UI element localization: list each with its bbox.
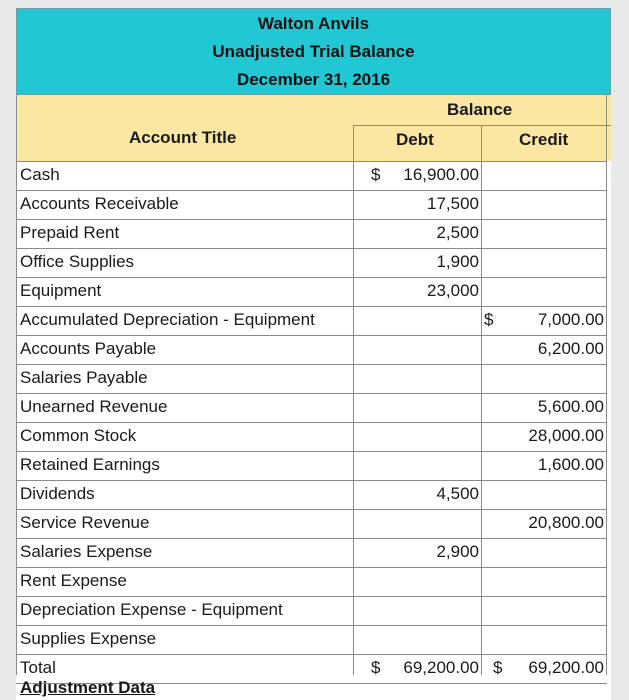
table-row [16, 596, 611, 625]
table-row [16, 161, 611, 190]
row-divider [16, 190, 607, 191]
account-name: Salaries Expense [20, 542, 153, 561]
row-divider [16, 625, 607, 626]
table-row [16, 306, 611, 335]
row-divider [16, 451, 607, 452]
account-name: Unearned Revenue [20, 397, 168, 416]
row-divider [16, 364, 607, 365]
row-divider [16, 654, 607, 655]
debit-value[interactable]: 16,900.00 [403, 165, 479, 184]
table-row [16, 422, 611, 451]
account-name: Cash [20, 165, 60, 184]
table-row [16, 451, 611, 480]
grid-line [606, 95, 607, 675]
account-name: Accounts Receivable [20, 194, 179, 213]
debit-value[interactable]: 17,500 [427, 194, 479, 213]
account-name: Dividends [20, 484, 95, 503]
report-title: Unadjusted Trial Balance [212, 42, 415, 61]
account-name: Common Stock [20, 426, 137, 445]
debit-value[interactable]: 2,500 [436, 223, 479, 242]
account-name: Total [20, 658, 56, 677]
credit-value[interactable]: 1,600.00 [537, 455, 604, 474]
debit-dollar-sign: $ [371, 165, 381, 184]
account-name: Office Supplies [20, 252, 135, 271]
row-divider [16, 567, 607, 568]
row-divider [16, 422, 607, 423]
table-row [16, 625, 611, 654]
debit-value[interactable]: 69,200.00 [403, 658, 479, 677]
credit-value[interactable]: 20,800.00 [528, 513, 604, 532]
row-divider [16, 596, 607, 597]
credit-dollar-sign: $ [493, 658, 503, 677]
credit-value[interactable]: 6,200.00 [537, 339, 604, 358]
row-divider [16, 509, 607, 510]
account-name: Supplies Expense [20, 629, 157, 648]
credit-value[interactable]: 28,000.00 [528, 426, 604, 445]
credit-value[interactable]: 69,200.00 [528, 658, 604, 677]
table-row [16, 567, 611, 596]
account-name: Service Revenue [20, 513, 150, 532]
balance-header: Balance [447, 100, 513, 119]
row-divider [16, 248, 607, 249]
credit-value[interactable]: 5,600.00 [537, 397, 604, 416]
table-row [16, 248, 611, 277]
debit-header: Debt [396, 130, 434, 149]
account-title-header: Account Title [129, 128, 237, 147]
account-name: Retained Earnings [20, 455, 160, 474]
table-row [16, 219, 611, 248]
row-divider [16, 335, 607, 336]
adjustment-data-heading: Adjustment Data [20, 678, 156, 697]
row-divider [16, 306, 607, 307]
row-divider [16, 393, 607, 394]
table-row [16, 277, 611, 306]
company-name: Walton Anvils [257, 14, 370, 33]
grid-line [16, 95, 17, 675]
debit-value[interactable]: 23,000 [427, 281, 479, 300]
row-divider [16, 219, 607, 220]
report-date: December 31, 2016 [236, 70, 391, 89]
account-name: Equipment [20, 281, 102, 300]
table-row [16, 480, 611, 509]
column-header-band [16, 95, 611, 161]
account-name: Prepaid Rent [20, 223, 120, 242]
debit-value[interactable]: 4,500 [436, 484, 479, 503]
account-name: Salaries Payable [20, 368, 148, 387]
debit-value[interactable]: 1,900 [436, 252, 479, 271]
table-row [16, 509, 611, 538]
table-row [16, 364, 611, 393]
trial-balance-sheet [16, 8, 611, 700]
credit-header: Credit [519, 130, 569, 149]
balance-divider [353, 125, 611, 126]
debit-value[interactable]: 2,900 [436, 542, 479, 561]
table-row [16, 190, 611, 219]
report-header [16, 8, 611, 95]
account-name: Rent Expense [20, 571, 127, 590]
table-row [16, 538, 611, 567]
credit-dollar-sign: $ [484, 310, 494, 329]
grid-line [481, 125, 482, 675]
account-name: Depreciation Expense - Equipment [20, 600, 283, 619]
table-row [16, 393, 611, 422]
row-divider [16, 480, 607, 481]
row-divider [16, 161, 607, 162]
table-row [16, 335, 611, 364]
row-divider [16, 277, 607, 278]
row-divider [16, 538, 607, 539]
account-name: Accounts Payable [20, 339, 157, 358]
grid-line [353, 125, 354, 675]
account-name: Accumulated Depreciation - Equipment [20, 310, 315, 329]
debit-dollar-sign: $ [371, 658, 381, 677]
credit-value[interactable]: 7,000.00 [537, 310, 604, 329]
